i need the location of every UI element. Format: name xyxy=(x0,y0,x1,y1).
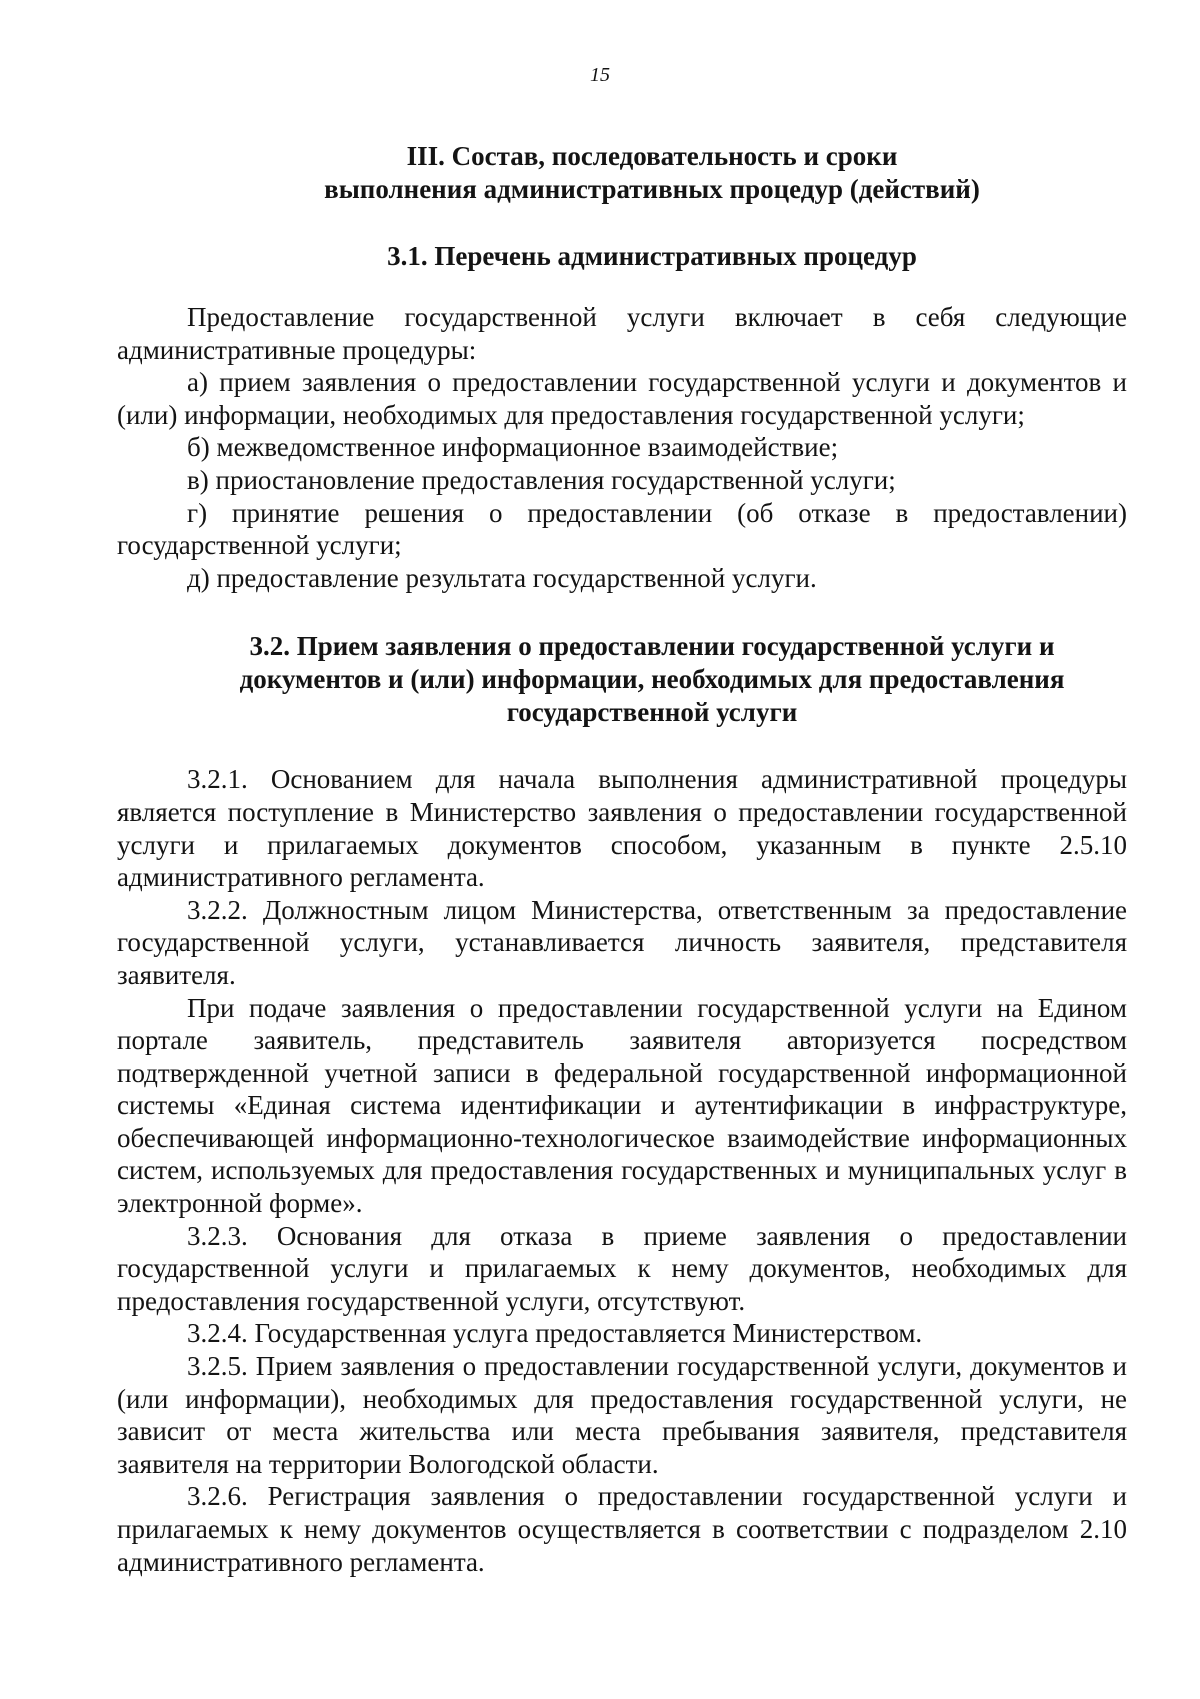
paragraph-3-2-1: 3.2.1. Основанием для начала выполнения административной процедуры является поступление в Министерство заявления о предоставлении государственной услуги и прилагаемых документов способом, указанным в пункте 2.5.10 административного регламента. xyxy=(117,764,1127,893)
page-number: 15 xyxy=(590,64,610,86)
list-item-d: д) предоставление результата государственной услуги. xyxy=(187,562,817,593)
subsection-1-title: 3.1. Перечень административных процедур xyxy=(387,241,917,271)
section-title-line-1: III. Состав, последовательность и сроки xyxy=(406,141,898,171)
paragraph-3-2-5: 3.2.5. Прием заявления о предоставлении государственной услуги, документов и (или информации), необходимых для предоставления государственной услуги, не зависит от места жительства или места пребывания заявителя, представителя заявителя на территории Вологодской области. xyxy=(117,1351,1127,1479)
list-item-a: а) прием заявления о предоставлении государственной услуги и документов и (или) информации, необходимых для предоставления государственной услуги; xyxy=(117,367,1127,430)
subsection-2-title xyxy=(117,630,1127,729)
subsection-2-title-line-1: 3.2. Прием заявления о предоставлении государственной услуги и xyxy=(249,631,1055,662)
paragraph-portal-auth: При подаче заявления о предоставлении государственной услуги на Едином портале заявитель, представитель заявителя авторизуется посредством подтвержденной учетной записи в федеральной государственной информационной системы «Единая система идентификации и аутентификации в инфраструктуре, обеспечивающей информационно-технологическое взаимодействие информационных систем, используемых для предоставления государственных и муниципальных услуг в электронной форме». xyxy=(117,992,1127,1219)
section-title-line-2: выполнения административных процедур (действий) xyxy=(324,174,980,204)
paragraph-3-2-4: 3.2.4. Государственная услуга предоставляется Министерством. xyxy=(187,1318,923,1349)
paragraph-3-2-2: 3.2.2. Должностным лицом Министерства, ответственным за предоставление государственной услуги, устанавливается личность заявителя, представителя заявителя. xyxy=(117,894,1127,990)
paragraph-3-2-3: 3.2.3. Основания для отказа в приеме заявления о предоставлении государственной услуги и прилагаемых к нему документов, необходимых для предоставления государственной услуги, отсутствуют. xyxy=(117,1220,1127,1316)
subsection-2-title-line-2: документов и (или) информации, необходимых для предоставления xyxy=(239,664,1065,695)
subsection-2-title-line-3: государственной услуги xyxy=(506,697,798,728)
paragraph-3-2-6: 3.2.6. Регистрация заявления о предоставлении государственной услуги и прилагаемых к нему документов осуществляется в соответствии с подразделом 2.10 административного регламента. xyxy=(117,1481,1127,1577)
list-item-g: г) принятие решения о предоставлении (об отказе в предоставлении) государственной услуги; xyxy=(117,497,1127,561)
list-item-b: б) межведомственное информационное взаимодействие; xyxy=(187,432,839,463)
list-item-v: в) приостановление предоставления государственной услуги; xyxy=(187,464,896,495)
subsection-1-intro: Предоставление государственной услуги включает в себя следующие административные процедуры: xyxy=(117,302,1127,365)
document-body xyxy=(117,140,1127,1578)
section-title xyxy=(117,140,1127,206)
